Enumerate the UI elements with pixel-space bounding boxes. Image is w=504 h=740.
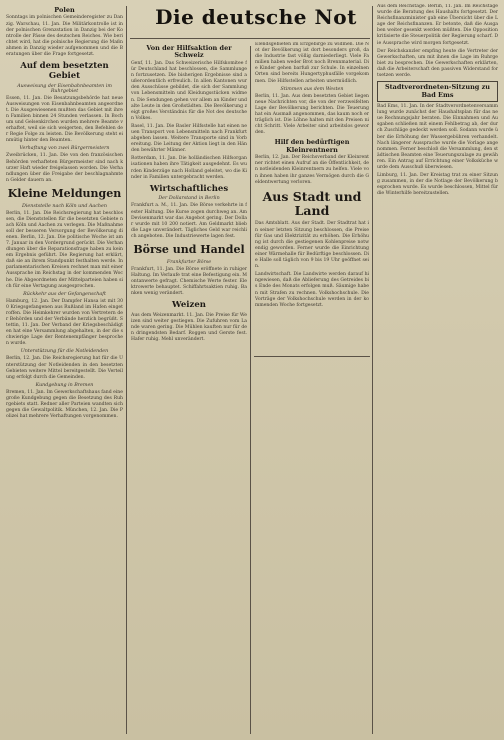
headline-aus-stadt-und-land: Aus Stadt und Land <box>262 188 362 219</box>
article-text: Aus dem Reichstage. Berlin, 11. Jan. Im Reichstage wurde die Beratung des Haushalts fortgesetzt. Der Reichsfinanzminister gab eine Übersicht über die Lage der Reichsfinanzen. Er betonte, daß die Ausgaben weiter gesenkt werden müßten. Die Opposition kritisierte die Steuerpolitik der Regierung scharf. Die Aussprache wird morgen fortgesetzt. <box>377 4 498 46</box>
article-text: Limburg, 11. Jan. Der Kreistag trat zu einer Sitzung zusammen, in der die Notlage der Bevölkerung besprochen wurde. Es wurde beschlossen, Mittel für die Winterhilfe bereitzustellen. <box>377 173 498 197</box>
article-text: Rotterdam, 11. Jan. Die holländischen Hilfsorganisationen haben ihre Tätigkeit ausgedehnt. Es wurden Kinderzüge nach Holland geleitet, wo die Kinder in Familien untergebracht werden. <box>131 156 247 180</box>
headline-kleine-meldungen: Kleine Meldungen <box>7 186 122 200</box>
masthead-rule <box>130 38 370 39</box>
column-rule <box>250 46 251 734</box>
subheading: Kundgebung in Bremen <box>35 382 94 388</box>
column-2 <box>131 42 247 736</box>
headline-besetztes-gebiet: Auf dem besetzten Gebiet <box>20 61 109 81</box>
article-text: Landwirtschaft. Die Landwirte werden darauf hingewiesen, daß die Ablieferung des Getreides bis Ende des Monats erfolgen muß. Säumige haben mit Strafen zu rechnen. Volkshochschule. Die Vorträge der Volkshochschule werden in der kommenden Woche fortgesetzt. <box>255 272 369 308</box>
article-text: Hamburg, 12. Jan. Der Dampfer Hansa ist mit 300 Kriegsgefangenen aus Rußland im Hafen eingetroffen. Die Heimkehrer wurden von Vertretern der Behörden und der Verbände herzlich begrüßt. Stettin, 11. Jan. Der Verband der Kriegsbeschädigten hat eine Versammlung abgehalten, in der die schwierige Lage der Rentenempfänger besprochen wurde. <box>6 298 123 347</box>
article-text: Zweibrücken, 11. Jan. Die von den französischen Behörden verhafteten Bürgermeister sind nach kurzer Haft wieder freigelassen worden. Die Verhandlungen über die Freigabe der beschlagnahmten Gelder dauern an. <box>6 153 123 183</box>
subheading: Stimmen aus dem Westen <box>280 86 344 92</box>
article-text: Elendsgebieten im Erzgebirge zu widmen. Die Not der Bevölkerung ist dort besonders groß, da die Industrie fast völlig darniederliegt. Viele Familien haben weder Brot noch Brennmaterial. Die Kinder gehen barfuß zur Schule. In einzelnen Orten sind bereits Hungertyphusfälle vorgekommen. Die Hilfsstellen arbeiten unermüdlich. <box>255 42 369 84</box>
headline-polen: Polen <box>54 6 75 14</box>
headline-boerse-und-handel: Börse und Handel <box>133 243 245 257</box>
article-text: Aus dem Weizenmarkt. 11. Jan. Die Preise für Weizen sind weiter gestiegen. Die Zufuhren vom Lande waren gering. Die Mühlen kauften nur für den dringendsten Bedarf. Roggen und Gerste fest. Hafer ruhig. Mehl unverändert. <box>131 312 247 343</box>
column-1 <box>6 4 123 736</box>
column-4 <box>377 4 498 736</box>
headline-weizen: Weizen <box>172 300 206 311</box>
headline-hilfsaktion: Von der Hilfsaktion der Schweiz <box>146 44 232 60</box>
article-text: Basel, 11. Jan. Die Basler Hilfsstelle hat einen neuen Transport von Lebensmitteln nach Frankfurt abgehen lassen. Weitere Transporte sind in Vorbereitung. Die Leitung der Aktion liegt in den Händen bewährter Männer. <box>131 123 247 154</box>
headline-wirtschaftliches: Wirtschaftliches <box>149 183 229 194</box>
subheading: Frankfurter Börse <box>166 259 212 265</box>
headline-stadtverordneten-sitzung: Stadtverordneten-Sitzung zu Bad Ems <box>377 81 498 102</box>
article-text: Bremen, 11. Jan. Im Gewerkschaftshaus fand eine große Kundgebung gegen die Besetzung des Ruhrgebiets statt. Redner aller Parteien wandten sich gegen die Gewaltpolitik. München, 12. Jan. Die Polizei hat mehrere Verhaftungen vorgenommen. <box>6 389 123 420</box>
subheading: Der Dollarstand in Berlin <box>158 196 220 202</box>
subheading: Ausweisung der Eisenbahnbeamten im Ruhrgebiet <box>17 83 112 94</box>
subheading: Dienststelle nach Köln und Aachen <box>22 203 107 209</box>
masthead: Die deutsche Not <box>155 5 357 29</box>
article-text: Das Amtsblatt. Aus der Stadt. Der Stadtrat hat in seiner letzten Sitzung beschlossen, die Preise für Gas und Elektrizität zu erhöhen. Die Erhöhung ist durch die gestiegenen Kohlenpreise notwendig geworden. Ferner wurde die Einrichtung einer Wärmehalle für Bedürftige beschlossen. Die Halle soll täglich von 9 bis 19 Uhr geöffnet sein. <box>255 221 369 270</box>
article-text: Berlin, 12. Jan. Die Reichsregierung hat für die Unterstützung der Notleidenden in den besetzten Gebieten weitere Mittel bereitgestellt. Die Verteilung erfolgt durch die Gemeinden. <box>6 356 123 380</box>
article-text: Frankfurt, 11. Jan. Die Börse eröffnete in ruhiger Haltung. Im Verlaufe trat eine Befestigung ein. Montanwerte gefragt. Chemische Werte fester. Elektrowerte behauptet. Schiffahrtsaktien ruhig. Banken wenig verändert. <box>131 266 247 297</box>
subheading: Rückkehr aus der Gefangenschaft <box>23 291 106 297</box>
article-text: Berlin, 11. Jan. Aus dem besetzten Gebiet liegen neue Nachrichten vor, die von der verzweifelten Lage der Bevölkerung berichten. Die Teuerung hat ein Ausmaß angenommen, das kaum noch erträglich ist. Die Löhne halten mit den Preisen nicht Schritt. Viele Arbeiter sind arbeitslos geworden. <box>255 93 369 136</box>
article-text: Berlin, 12. Jan. Der Reichsverband der Kleinrentner richtet einen Aufruf an die Öffentlichkeit, den notleidenden Kleinrentnern zu helfen. Viele von ihnen haben ihr ganzes Vermögen durch die Geldentwertung verloren. <box>255 155 369 185</box>
article-text: Der Reichskanzler empfing heute die Vertreter der Gewerkschaften, um mit ihnen die Lage im Ruhrgebiet zu besprechen. Die Gewerkschaften erklärten, daß die Arbeiterschaft den passiven Widerstand fortsetzen werde. <box>377 48 498 79</box>
article-text: Sonntags im polnischen Gemeinderegister zu Danzig. Warschau, 11. Jan. Die Militärkontrolle ist in der polnischen Grenzstation in Danzig bei der Kontrolle der Pässe des deutschen Reiches. Wie berichtet wird, hat die polnische Regierung die Maßnahmen in Danzig wieder aufgenommen und die Beratungen über die Frage fortgesetzt. <box>6 15 123 58</box>
column-rule <box>372 6 373 734</box>
article-text: Berlin, 11. Jan. Die Reichsregierung hat beschlossen, die Dienststellen für die besetzten Gebiete nach Köln und Aachen zu verlegen. Die Maßnahme soll der besseren Versorgung der Bevölkerung dienen. Berlin, 12. Jan. Die politische Woche ist am 7. Januar in den Vordergrund gerückt. Die Verhandlungen über die Reparationsfrage haben zu keinem Ergebnis geführt. Die Regierung hat erklärt, daß sie an ihrem Standpunkt festhalten werde. In parlamentarischen Kreisen rechnet man mit einer Aussprache im Reichstag in der kommenden Woche. Die Abgeordneten der Mittelparteien haben sich für eine Vertagung ausgesprochen. <box>6 210 123 289</box>
article-text: Genf, 11. Jan. Das Schweizerische Hilfskomitee für Deutschland hat beschlossen, die Sammlungen fortzusetzen. Die bisherigen Ergebnisse sind außerordentlich erfreulich. In allen Kantonen wurden Ausschüsse gebildet, die sich der Sammlung von Lebensmitteln und Kleidungsstücken widmen. Die Sendungen gehen vor allem an Kinder und alte Leute in den Großstädten. Die Bevölkerung zeigt großes Verständnis für die Not des deutschen Volkes. <box>131 60 247 121</box>
article-text: Essen, 11. Jan. Die Besatzungsbehörde hat neue Ausweisungen von Eisenbahnbeamten angeordnet. Die Ausgewiesenen mußten das Gebiet mit ihren Familien binnen 24 Stunden verlassen. In Bochum und Gelsenkirchen wurden mehrere Beamte verhaftet, weil sie sich weigerten, den Befehlen der Regie Folge zu leisten. Die Bevölkerung steht einmütig hinter den Beamten. <box>6 95 123 144</box>
article-text: Frankfurt a. M., 11. Jan. Die Börse verkehrte in fester Haltung. Die Kurse zogen durchweg an. Am Devisenmarkt war das Angebot gering. Der Dollar wurde mit 10 200 notiert. Am Geldmarkt blieb die Lage unverändert. Tägliches Geld war reichlich angeboten. Die Industriewerte lagen fest. <box>131 203 247 239</box>
subheading: Verhaftung von zwei Bürgermeistern <box>19 146 110 152</box>
headline-kleinrentner: Hilf den bedürftigen Kleinrentnern <box>274 138 350 154</box>
article-text: Bad Ems, 11. Jan. In der Stadtverordnetenversammlung wurde zunächst der Haushaltsplan für das neue Rechnungsjahr beraten. Die Einnahmen und Ausgaben schließen mit einem Fehlbetrag ab, der durch Zuschläge gedeckt werden soll. Sodann wurde über die Erhöhung der Wassergebühren verhandelt. Nach längerer Aussprache wurde die Vorlage angenommen. Ferner beschloß die Versammlung, den städtischen Beamten eine Teuerungszulage zu gewähren. Ein Antrag auf Errichtung einer Volksküche wurde dem Ausschuß überwiesen. <box>377 104 498 170</box>
subheading: Unterstützung für die Notleidenden <box>20 349 109 355</box>
column-3 <box>255 42 369 736</box>
column-rule <box>126 6 127 734</box>
